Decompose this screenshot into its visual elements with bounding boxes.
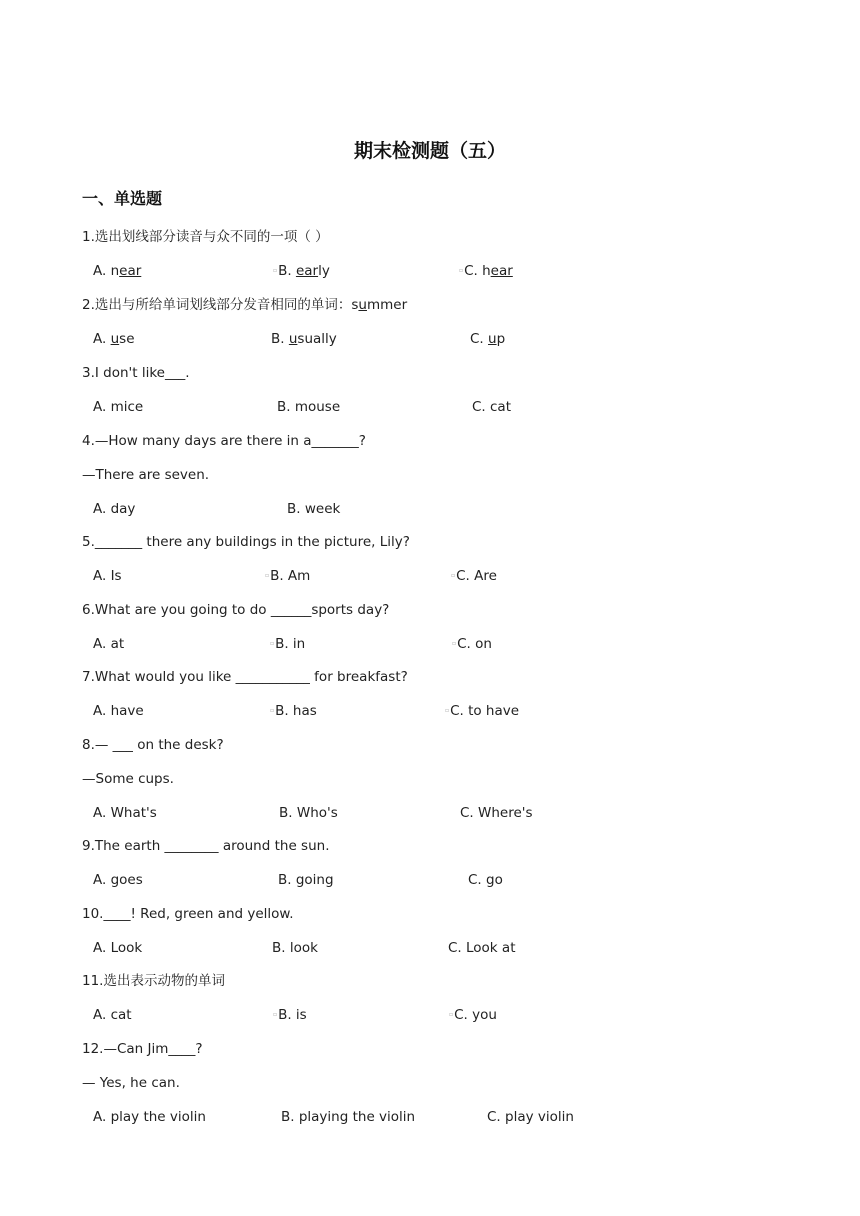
q3-option-b[interactable]: B. mouse: [277, 399, 341, 415]
q2-option-b[interactable]: [271, 330, 337, 348]
marker-icon: ▫: [270, 640, 275, 647]
section-heading: 一、单选题: [82, 189, 163, 208]
opt-text: C. on: [457, 636, 492, 652]
opt-text: sually: [297, 331, 337, 347]
opt-text: C.: [470, 331, 489, 347]
page-title: 期末检测题（五）: [353, 140, 506, 162]
stem-text: 2.选出与所给单词划线部分发音相同的单词：s: [82, 297, 359, 313]
question-5-stem: 5._______ there any buildings in the picture, Lily?: [82, 534, 410, 550]
marker-icon: ▫: [459, 267, 464, 274]
opt-text: ly: [318, 263, 330, 279]
question-8-reply: —Some cups.: [82, 771, 174, 787]
opt-text: B. is: [278, 1007, 307, 1023]
opt-text: B. has: [275, 703, 317, 719]
stem-text: mmer: [366, 297, 408, 313]
underlined-part: ear: [119, 263, 142, 279]
q8-option-c[interactable]: C. Where's: [460, 805, 533, 821]
marker-icon: ▫: [451, 572, 456, 579]
q8-option-b[interactable]: B. Who's: [279, 805, 338, 821]
q7-option-b[interactable]: [270, 702, 317, 720]
question-12-stem: 12.—Can Jim____?: [82, 1041, 203, 1057]
marker-icon: ▫: [273, 1011, 278, 1018]
q12-option-b[interactable]: B. playing the violin: [281, 1109, 416, 1125]
question-2-stem: [82, 296, 407, 314]
underlined-part: u: [358, 297, 367, 313]
q5-option-b[interactable]: [265, 567, 310, 585]
question-10-stem: 10.____! Red, green and yellow.: [82, 906, 294, 922]
q6-option-c[interactable]: [452, 635, 492, 653]
q10-option-c[interactable]: C. Look at: [448, 940, 516, 956]
question-9-stem: 9.The earth ________ around the sun.: [82, 838, 330, 854]
question-4-reply: —There are seven.: [82, 467, 210, 483]
opt-text: p: [496, 331, 506, 347]
q1-option-c[interactable]: [459, 262, 513, 280]
q5-option-a[interactable]: A. Is: [93, 568, 122, 584]
opt-text: B. in: [275, 636, 306, 652]
q4-option-a[interactable]: A. day: [93, 501, 136, 517]
q10-option-b[interactable]: B. look: [272, 940, 318, 956]
question-1-stem: 1.选出划线部分读音与众不同的一项（ ）: [82, 229, 329, 245]
opt-text: C. h: [464, 263, 491, 279]
q12-option-a[interactable]: A. play the violin: [93, 1109, 206, 1125]
opt-text: C. you: [454, 1007, 497, 1023]
q1-option-a[interactable]: [93, 262, 141, 280]
q10-option-a[interactable]: A. Look: [93, 940, 143, 956]
q7-option-c[interactable]: [445, 702, 519, 720]
q5-option-c[interactable]: [451, 567, 497, 585]
q11-option-a[interactable]: A. cat: [93, 1007, 132, 1023]
question-12-reply: — Yes, he can.: [82, 1075, 180, 1091]
q11-option-c[interactable]: [449, 1006, 497, 1024]
opt-text: C. Are: [456, 568, 497, 584]
opt-text: B.: [271, 331, 289, 347]
q6-option-a[interactable]: A. at: [93, 636, 125, 652]
question-3-stem: 3.I don't like___.: [82, 365, 190, 381]
marker-icon: ▫: [449, 1011, 454, 1018]
q1-option-b[interactable]: [273, 262, 330, 280]
opt-text: se: [119, 331, 135, 347]
opt-text: A.: [93, 331, 111, 347]
q11-option-b[interactable]: [273, 1006, 307, 1024]
underlined-part: u: [110, 331, 120, 347]
marker-icon: ▫: [265, 572, 270, 579]
underlined-part: ear: [295, 263, 319, 279]
q12-option-c[interactable]: C. play violin: [487, 1109, 574, 1125]
q9-option-c[interactable]: C. go: [468, 872, 503, 888]
marker-icon: ▫: [452, 640, 457, 647]
q2-option-c[interactable]: [470, 330, 505, 348]
q7-option-a[interactable]: A. have: [93, 703, 144, 719]
opt-text: B. Am: [270, 568, 311, 584]
question-6-stem: 6.What are you going to do ______sports day?: [82, 602, 390, 618]
q3-option-a[interactable]: A. mice: [93, 399, 144, 415]
opt-text: C. to have: [450, 703, 520, 719]
q6-option-b[interactable]: [270, 635, 305, 653]
q4-option-b[interactable]: B. week: [287, 501, 341, 517]
opt-text: A. n: [93, 263, 120, 279]
marker-icon: ▫: [273, 267, 278, 274]
underlined-part: u: [488, 331, 497, 347]
marker-icon: ▫: [445, 707, 450, 714]
q3-option-c[interactable]: C. cat: [472, 399, 511, 415]
q9-option-a[interactable]: A. goes: [93, 872, 143, 888]
marker-icon: ▫: [270, 707, 275, 714]
question-7-stem: 7.What would you like ___________ for breakfast?: [82, 669, 408, 685]
underlined-part: ear: [490, 263, 513, 279]
question-8-stem: 8.— ___ on the desk?: [82, 737, 224, 753]
underlined-part: u: [288, 331, 298, 347]
q8-option-a[interactable]: A. What's: [93, 805, 157, 821]
q9-option-b[interactable]: B. going: [278, 872, 334, 888]
question-11-stem: 11.选出表示动物的单词: [82, 973, 225, 989]
q2-option-a[interactable]: [93, 330, 135, 348]
question-4-stem: 4.—How many days are there in a_______?: [82, 433, 366, 449]
opt-text: B.: [278, 263, 296, 279]
